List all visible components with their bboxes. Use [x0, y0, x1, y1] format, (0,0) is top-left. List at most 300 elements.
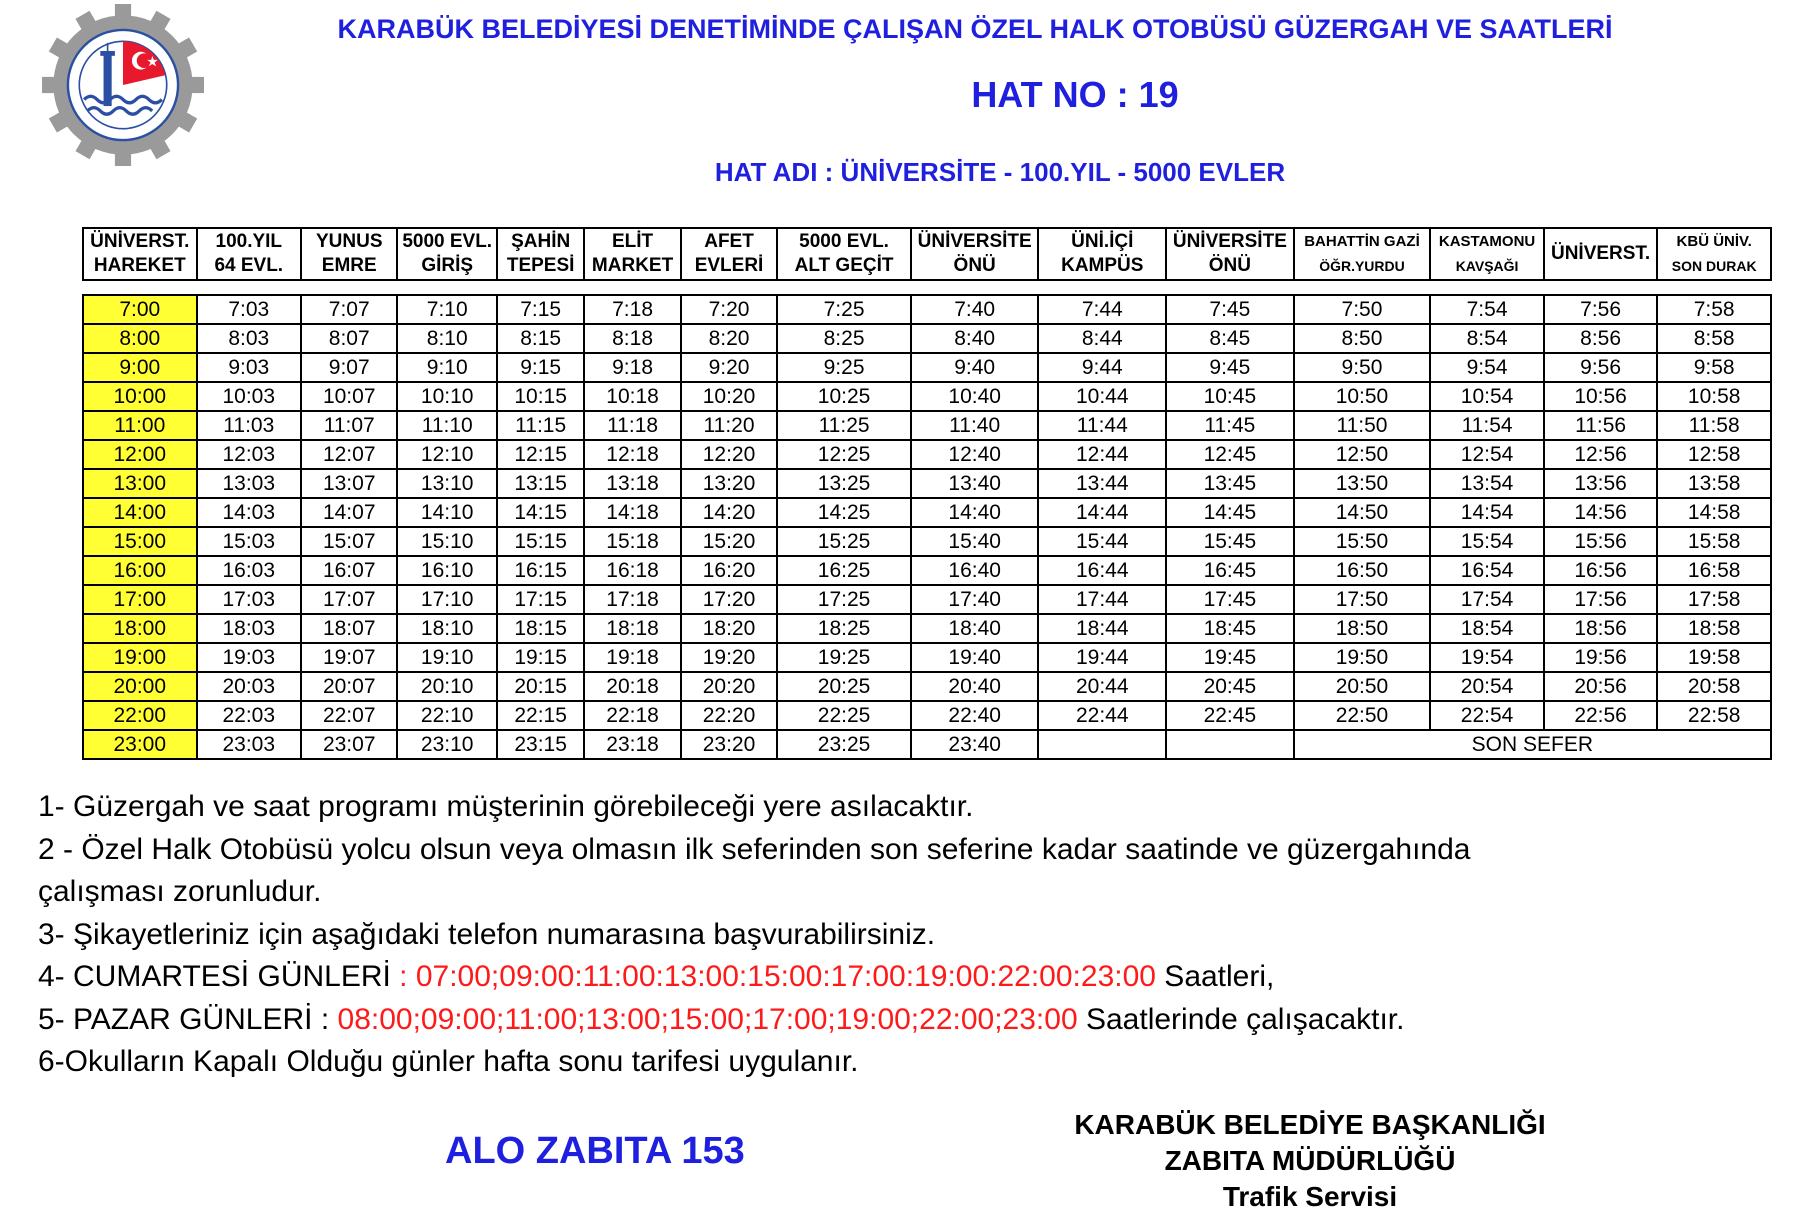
timetable-row	[83, 324, 1771, 353]
stop-time: 17:20	[681, 585, 777, 614]
stop-time: 12:58	[1657, 440, 1771, 469]
stops-header-row	[83, 228, 1771, 280]
stop-time: 13:44	[1038, 469, 1166, 498]
stop-time: 8:56	[1544, 324, 1658, 353]
stop-time: 20:07	[301, 672, 397, 701]
stop-time: 7:40	[911, 295, 1039, 324]
stop-time: 22:44	[1038, 701, 1166, 730]
stop-time: 19:25	[777, 643, 911, 672]
stop-name-line-1: ELİT	[611, 231, 654, 252]
stop-time: 11:54	[1430, 411, 1544, 440]
stop-time: 20:10	[397, 672, 496, 701]
stop-time: 13:15	[497, 469, 584, 498]
stop-time: 12:50	[1294, 440, 1431, 469]
stop-time: 14:03	[197, 498, 301, 527]
stop-time: 23:10	[397, 730, 496, 759]
stop-time: 8:18	[584, 324, 680, 353]
stop-header	[681, 228, 777, 280]
stop-time: 20:20	[681, 672, 777, 701]
stop-time: 7:44	[1038, 295, 1166, 324]
note-5-end: Saatlerinde çalışacaktır.	[1077, 1002, 1405, 1036]
stop-time: 13:03	[197, 469, 301, 498]
departure-time: 13:00	[83, 469, 197, 498]
stop-time: 20:45	[1166, 672, 1294, 701]
stop-time: 13:50	[1294, 469, 1431, 498]
stop-time: 19:20	[681, 643, 777, 672]
stop-time: 9:03	[197, 353, 301, 382]
stop-time: 22:58	[1657, 701, 1771, 730]
stop-time: 22:54	[1430, 701, 1544, 730]
stop-time: 7:03	[197, 295, 301, 324]
stop-time: 22:07	[301, 701, 397, 730]
stop-time: 8:45	[1166, 324, 1294, 353]
stop-time: 9:44	[1038, 353, 1166, 382]
stop-name-line-2: TEPESİ	[506, 255, 575, 276]
stop-time: 22:18	[584, 701, 680, 730]
stop-time: 20:44	[1038, 672, 1166, 701]
line-number: HAT NO : 19	[971, 74, 1179, 115]
stop-time: 16:40	[911, 556, 1039, 585]
note-5-times: 08:00;09:00;11:00;13:00;15:00;17:00;19:00;22:00;23:00	[337, 1002, 1078, 1036]
stop-name-line-1: ÜNİVERSİTE	[917, 231, 1032, 252]
timetable-row	[83, 469, 1771, 498]
stop-time: 15:50	[1294, 527, 1431, 556]
stop-time: 16:18	[584, 556, 680, 585]
stop-time: 20:56	[1544, 672, 1658, 701]
stop-time: 17:10	[397, 585, 496, 614]
stop-time: 15:20	[681, 527, 777, 556]
departure-time: 12:00	[83, 440, 197, 469]
departure-time: 7:00	[83, 295, 197, 324]
stop-time: 17:18	[584, 585, 680, 614]
signature-line-1: KARABÜK BELEDİYE BAŞKANLIĞI	[1074, 1109, 1546, 1140]
stop-name-line-2: ÖNÜ	[953, 255, 996, 276]
stop-time: 16:58	[1657, 556, 1771, 585]
alo-zabita: ALO ZABITA 153	[445, 1130, 745, 1172]
departure-time: 14:00	[83, 498, 197, 527]
stop-time: 14:54	[1430, 498, 1544, 527]
stop-time: 13:56	[1544, 469, 1658, 498]
stop-time: 18:54	[1430, 614, 1544, 643]
stop-time: 9:56	[1544, 353, 1658, 382]
stop-time: 9:07	[301, 353, 397, 382]
stop-header	[1166, 228, 1294, 280]
stop-time: 23:18	[584, 730, 680, 759]
stop-name-line-2: GİRİŞ	[421, 255, 474, 276]
stop-time: 10:03	[197, 382, 301, 411]
karabuk-belediyesi-logo	[42, 4, 204, 166]
stop-time: 13:25	[777, 469, 911, 498]
stop-time: 10:40	[911, 382, 1039, 411]
stop-time: 8:15	[497, 324, 584, 353]
stop-name-line-2: SON DURAK	[1671, 258, 1757, 274]
timetable-row	[83, 701, 1771, 730]
stop-time: 7:45	[1166, 295, 1294, 324]
departure-time: 16:00	[83, 556, 197, 585]
stop-time: 17:07	[301, 585, 397, 614]
note-2: 2 - Özel Halk Otobüsü yolcu olsun veya olmasın ilk seferinden son seferine kadar saatinde ve güzergahında	[38, 832, 1471, 866]
stop-time: 9:58	[1657, 353, 1771, 382]
stop-time: 17:54	[1430, 585, 1544, 614]
stop-time: 15:15	[497, 527, 584, 556]
stop-time: 10:58	[1657, 382, 1771, 411]
note-5	[38, 999, 1778, 1042]
stop-time: 20:50	[1294, 672, 1431, 701]
stop-time: 8:50	[1294, 324, 1431, 353]
stop-name-line-1: KASTAMONU	[1438, 233, 1536, 250]
stop-time: 22:25	[777, 701, 911, 730]
stop-time: 18:45	[1166, 614, 1294, 643]
notes	[38, 786, 1778, 1084]
stop-time: 11:03	[197, 411, 301, 440]
stop-time: 14:10	[397, 498, 496, 527]
stop-name-line-2: EMRE	[321, 255, 377, 276]
stop-time: 14:40	[911, 498, 1039, 527]
stop-time: 12:25	[777, 440, 911, 469]
stop-time: 19:40	[911, 643, 1039, 672]
stop-time: 12:44	[1038, 440, 1166, 469]
stop-time: 15:44	[1038, 527, 1166, 556]
stop-time: 18:56	[1544, 614, 1658, 643]
stop-time: 15:56	[1544, 527, 1658, 556]
stop-time: 22:10	[397, 701, 496, 730]
page-title: KARABÜK BELEDİYESİ DENETİMİNDE ÇALIŞAN ÖZEL HALK OTOBÜSÜ GÜZERGAH VE SAATLERİ	[337, 14, 1613, 44]
stop-time: 11:50	[1294, 411, 1431, 440]
stop-time: 12:18	[584, 440, 680, 469]
stop-time: 7:56	[1544, 295, 1658, 324]
stop-time: 13:20	[681, 469, 777, 498]
stop-time: 18:25	[777, 614, 911, 643]
stop-time: 19:15	[497, 643, 584, 672]
stop-name-line-1: BAHATTİN GAZİ	[1304, 233, 1420, 250]
stop-time: 8:20	[681, 324, 777, 353]
stop-time: 16:56	[1544, 556, 1658, 585]
stop-name-line-2: ÖNÜ	[1208, 255, 1251, 276]
note-4-end: Saatleri,	[1155, 960, 1275, 993]
timetable-row	[83, 527, 1771, 556]
stop-name-line-1: ÜNİVERST.	[1550, 243, 1651, 264]
stop-time: 23:07	[301, 730, 397, 759]
stop-header	[1430, 228, 1544, 280]
stop-time: 16:54	[1430, 556, 1544, 585]
timetable-row	[83, 614, 1771, 643]
timetable-row	[83, 353, 1771, 382]
stop-time: 16:10	[397, 556, 496, 585]
stop-time: 16:15	[497, 556, 584, 585]
departure-time: 10:00	[83, 382, 197, 411]
stop-time: 17:56	[1544, 585, 1658, 614]
stops-header-table	[82, 227, 1772, 281]
stop-name-line-1: ÜNİVERSİTE	[1172, 231, 1287, 252]
timetable-row	[83, 382, 1771, 411]
stop-time: 14:25	[777, 498, 911, 527]
stop-time: 7:10	[397, 295, 496, 324]
stop-header	[584, 228, 680, 280]
stop-time: 13:07	[301, 469, 397, 498]
stop-time: 11:18	[584, 411, 680, 440]
stop-time: 10:20	[681, 382, 777, 411]
son-sefer-label: SON SEFER	[1294, 730, 1771, 759]
stop-name-line-2: ÖĞR.YURDU	[1319, 258, 1405, 274]
stop-name-line-2: 64 EVL.	[214, 255, 284, 276]
stop-time: 13:54	[1430, 469, 1544, 498]
timetable-row	[83, 411, 1771, 440]
stop-time: 16:07	[301, 556, 397, 585]
timetable-row	[83, 295, 1771, 324]
stop-header	[197, 228, 301, 280]
stop-time: 23:15	[497, 730, 584, 759]
stop-time: 18:10	[397, 614, 496, 643]
signature-line-3: Trafik Servisi	[1222, 1181, 1398, 1212]
stop-time: 14:07	[301, 498, 397, 527]
stop-name-line-2: MARKET	[591, 255, 674, 276]
stop-time: 22:20	[681, 701, 777, 730]
stop-time: 15:07	[301, 527, 397, 556]
stop-time: 9:40	[911, 353, 1039, 382]
note-2-continued: çalışması zorunludur.	[38, 875, 322, 908]
stop-time: 19:58	[1657, 643, 1771, 672]
stop-time: 10:50	[1294, 382, 1431, 411]
stop-time: 16:03	[197, 556, 301, 585]
stop-time: 11:25	[777, 411, 911, 440]
stop-time: 15:45	[1166, 527, 1294, 556]
stop-name-line-1: 5000 EVL.	[799, 231, 889, 252]
stop-time: 18:07	[301, 614, 397, 643]
stop-time: 18:18	[584, 614, 680, 643]
stop-time: 16:20	[681, 556, 777, 585]
stop-time: 11:44	[1038, 411, 1166, 440]
stop-time: 14:15	[497, 498, 584, 527]
stop-time: 9:45	[1166, 353, 1294, 382]
departure-time: 23:00	[83, 730, 197, 759]
stop-header	[301, 228, 397, 280]
stop-time: 15:58	[1657, 527, 1771, 556]
stop-time: 11:07	[301, 411, 397, 440]
stop-time: 12:03	[197, 440, 301, 469]
stop-time: 18:15	[497, 614, 584, 643]
stop-name-line-1: KBÜ ÜNİV.	[1676, 233, 1752, 250]
stop-time: 14:58	[1657, 498, 1771, 527]
stop-time: 12:45	[1166, 440, 1294, 469]
stop-time: 8:10	[397, 324, 496, 353]
stop-time: 11:58	[1657, 411, 1771, 440]
stop-time: 8:07	[301, 324, 397, 353]
stop-time: 14:44	[1038, 498, 1166, 527]
stop-time: 23:40	[911, 730, 1039, 759]
departure-time: 17:00	[83, 585, 197, 614]
stop-time: 16:44	[1038, 556, 1166, 585]
stop-time: 23:03	[197, 730, 301, 759]
stop-time: 11:40	[911, 411, 1039, 440]
stop-time: 7:50	[1294, 295, 1431, 324]
stop-time: 19:18	[584, 643, 680, 672]
stop-time: 8:58	[1657, 324, 1771, 353]
stop-name-line-2: EVLERİ	[694, 255, 764, 276]
stop-time: 9:15	[497, 353, 584, 382]
stop-time: 22:56	[1544, 701, 1658, 730]
stop-time: 19:10	[397, 643, 496, 672]
timetable-row	[83, 672, 1771, 701]
stop-time: 12:10	[397, 440, 496, 469]
stop-time: 13:45	[1166, 469, 1294, 498]
stop-time: 19:54	[1430, 643, 1544, 672]
stop-header	[83, 228, 197, 280]
stop-time: 8:44	[1038, 324, 1166, 353]
stop-time: 9:18	[584, 353, 680, 382]
stop-name-line-1: 5000 EVL.	[402, 231, 493, 252]
departure-time: 20:00	[83, 672, 197, 701]
stop-time: 19:56	[1544, 643, 1658, 672]
stop-time: 15:03	[197, 527, 301, 556]
signature-line-2: ZABITA MÜDÜRLÜĞÜ	[1164, 1145, 1456, 1176]
stop-time: 8:25	[777, 324, 911, 353]
stop-time: 17:03	[197, 585, 301, 614]
stop-time: 13:58	[1657, 469, 1771, 498]
stop-time: 10:56	[1544, 382, 1658, 411]
stop-time: 13:40	[911, 469, 1039, 498]
stop-time: 12:54	[1430, 440, 1544, 469]
departure-time: 9:00	[83, 353, 197, 382]
departure-time: 8:00	[83, 324, 197, 353]
stop-time: 11:15	[497, 411, 584, 440]
timetable-row-last	[83, 730, 1771, 759]
stop-time: 20:54	[1430, 672, 1544, 701]
stop-name-line-1: ÜNİ.İÇİ	[1071, 231, 1134, 252]
note-5-label: 5- PAZAR GÜNLERİ :	[38, 1002, 338, 1036]
stop-time: 15:54	[1430, 527, 1544, 556]
stop-time: 20:58	[1657, 672, 1771, 701]
stop-name-line-1: ÜNİVERST.	[90, 231, 190, 252]
note-3: 3- Şikayetleriniz için aşağıdaki telefon numarasına başvurabilirsiniz.	[38, 917, 936, 951]
stop-name-line-2: KAMPÜS	[1061, 255, 1144, 276]
stop-time: 12:56	[1544, 440, 1658, 469]
stop-time: 20:15	[497, 672, 584, 701]
stop-time: 18:40	[911, 614, 1039, 643]
stop-time: 8:40	[911, 324, 1039, 353]
stop-time: 19:03	[197, 643, 301, 672]
stop-time: 17:40	[911, 585, 1039, 614]
stop-time: 19:07	[301, 643, 397, 672]
stop-time: 10:45	[1166, 382, 1294, 411]
stop-time: 20:18	[584, 672, 680, 701]
empty-cell	[1166, 730, 1294, 759]
stop-time: 22:45	[1166, 701, 1294, 730]
stop-time: 9:20	[681, 353, 777, 382]
stop-time: 14:18	[584, 498, 680, 527]
timetable-row	[83, 498, 1771, 527]
timetable-row	[83, 440, 1771, 469]
stop-time: 7:15	[497, 295, 584, 324]
stop-time: 22:03	[197, 701, 301, 730]
stop-time: 13:18	[584, 469, 680, 498]
stop-time: 11:20	[681, 411, 777, 440]
stop-time: 12:15	[497, 440, 584, 469]
stop-time: 23:25	[777, 730, 911, 759]
stop-time: 19:44	[1038, 643, 1166, 672]
stop-time: 22:15	[497, 701, 584, 730]
note-4-times: : 07:00;09:00:11:00:13:00:15:00:17:00:19:00:22:00:23:00	[390, 960, 1156, 993]
stop-time: 17:44	[1038, 585, 1166, 614]
stop-name-line-1: ŞAHİN	[511, 231, 571, 252]
stop-header	[911, 228, 1039, 280]
stop-time: 10:10	[397, 382, 496, 411]
stop-time: 14:56	[1544, 498, 1658, 527]
stop-time: 13:10	[397, 469, 496, 498]
stop-time: 7:58	[1657, 295, 1771, 324]
stop-time: 7:20	[681, 295, 777, 324]
stop-time: 10:15	[497, 382, 584, 411]
stop-time: 15:40	[911, 527, 1039, 556]
stop-time: 17:25	[777, 585, 911, 614]
stop-time: 14:20	[681, 498, 777, 527]
empty-cell	[1038, 730, 1166, 759]
stop-time: 10:25	[777, 382, 911, 411]
timetable-row	[83, 585, 1771, 614]
stop-name-line-1: AFET	[704, 231, 754, 252]
stop-time: 7:07	[301, 295, 397, 324]
stop-name-line-2: HAREKET	[93, 255, 186, 276]
stop-time: 8:03	[197, 324, 301, 353]
stop-header	[1544, 228, 1658, 280]
stop-time: 17:58	[1657, 585, 1771, 614]
stop-time: 15:10	[397, 527, 496, 556]
stop-time: 14:45	[1166, 498, 1294, 527]
stop-time: 20:25	[777, 672, 911, 701]
stop-time: 12:07	[301, 440, 397, 469]
stop-time: 17:45	[1166, 585, 1294, 614]
stop-time: 11:56	[1544, 411, 1658, 440]
stop-time: 16:45	[1166, 556, 1294, 585]
stop-time: 12:40	[911, 440, 1039, 469]
note-1: 1- Güzergah ve saat programı müşterinin görebileceği yere asılacaktır.	[38, 790, 974, 823]
stop-name-line-1: YUNUS	[315, 231, 383, 252]
stop-time: 11:45	[1166, 411, 1294, 440]
stop-time: 12:20	[681, 440, 777, 469]
stop-header	[1657, 228, 1771, 280]
stop-time: 7:54	[1430, 295, 1544, 324]
stop-name-line-2: KAVŞAĞI	[1455, 258, 1519, 274]
stop-time: 9:10	[397, 353, 496, 382]
stop-time: 9:54	[1430, 353, 1544, 382]
stop-time: 19:50	[1294, 643, 1431, 672]
stop-time: 20:03	[197, 672, 301, 701]
stop-time: 11:10	[397, 411, 496, 440]
stop-time: 9:50	[1294, 353, 1431, 382]
stop-time: 23:20	[681, 730, 777, 759]
stop-name-line-1: 100.YIL	[215, 231, 283, 252]
timetable-row	[83, 556, 1771, 585]
stop-name-line-2: ALT GEÇİT	[794, 255, 894, 276]
stop-header	[1038, 228, 1166, 280]
stop-time: 8:54	[1430, 324, 1544, 353]
departure-time: 15:00	[83, 527, 197, 556]
stop-time: 10:54	[1430, 382, 1544, 411]
stop-time: 20:40	[911, 672, 1039, 701]
departure-time: 22:00	[83, 701, 197, 730]
departure-time: 19:00	[83, 643, 197, 672]
stop-header	[1294, 228, 1431, 280]
stop-time: 15:18	[584, 527, 680, 556]
line-name: HAT ADI : ÜNİVERSİTE - 100.YIL - 5000 EVLER	[714, 157, 1286, 187]
timetable-row	[83, 643, 1771, 672]
stop-time: 22:50	[1294, 701, 1431, 730]
stop-time: 14:50	[1294, 498, 1431, 527]
timetable	[82, 294, 1772, 760]
stop-header	[397, 228, 496, 280]
signature-block	[1020, 1107, 1600, 1215]
departure-time: 11:00	[83, 411, 197, 440]
stop-time: 16:25	[777, 556, 911, 585]
